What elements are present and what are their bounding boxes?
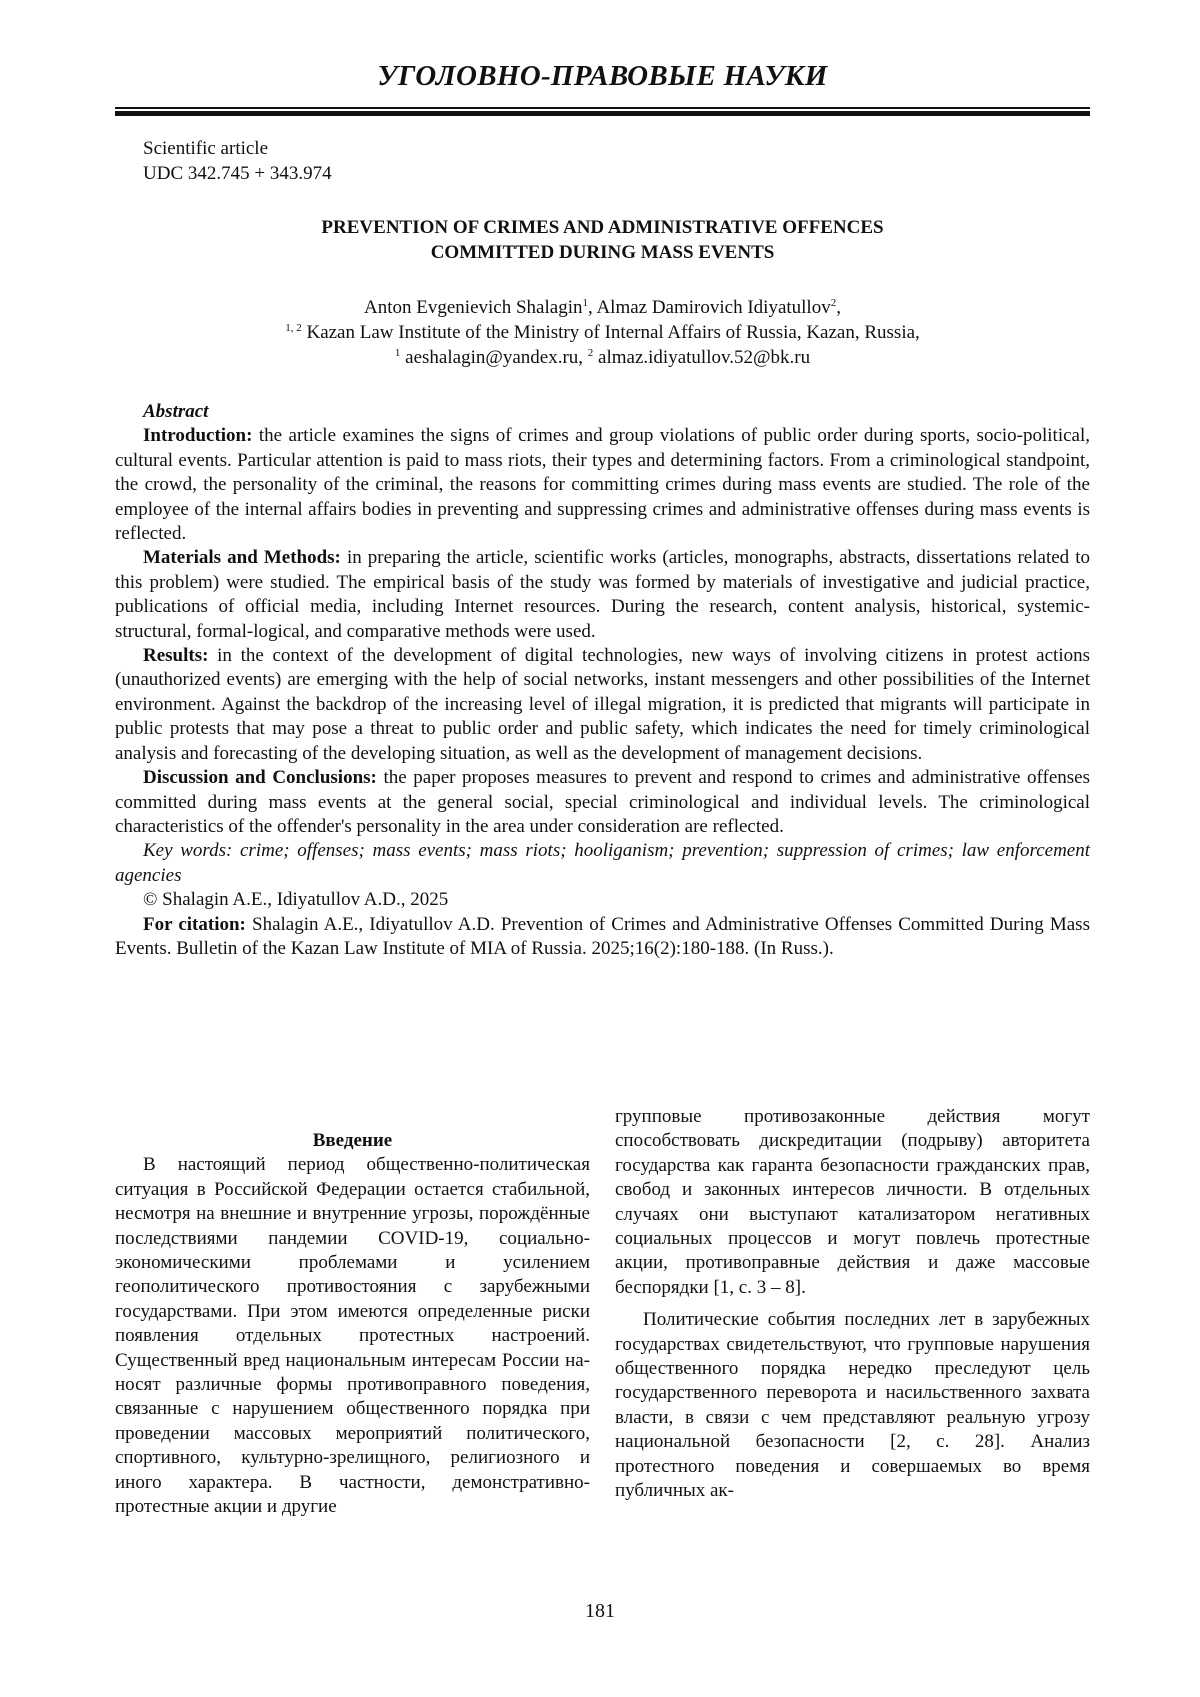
running-header: УГОЛОВНО-ПРАВОВЫЕ НАУКИ (115, 60, 1090, 93)
citation (115, 913, 1090, 962)
article-meta (143, 136, 332, 186)
body-paragraph: Политические события последних лет в зару­бежных государствах свидетельствуют, что груп­повые нарушения общественного порядка неред­ко преследуют цель государственного переворота и насильственного захвата власти, в связи с чем представляют реальную угрозу национальной безопасности [2, с. 28]. Анализ протестного по­ведения и совершаемых во время публичных ак- (615, 1308, 1090, 1503)
udc: UDC 342.745 + 343.974 (143, 161, 332, 186)
title-line: COMMITTED DURING MASS EVENTS (115, 240, 1090, 265)
email-sup: 1 (395, 347, 401, 359)
keywords: Key words: crime; offenses; mass events; mass riots; hooliganism; prevention; suppression of crimes; law enforcement agencies (115, 839, 1090, 888)
label: Discussion and Conclusions: (143, 767, 377, 788)
article-type: Scientific article (143, 136, 332, 161)
section-heading: Введение (115, 1129, 590, 1153)
affiliation-text: Kazan Law Institute of the Ministry of Internal Affairs of Russia, Kazan, Russia, (302, 322, 920, 343)
copyright: © Shalagin A.E., Idiyatullov A.D., 2025 (115, 888, 1090, 912)
abstract-results (115, 644, 1090, 766)
article-title (115, 215, 1090, 265)
email-link[interactable]: aeshalagin@yandex.ru, (400, 347, 587, 368)
body-column-left (115, 1129, 590, 1520)
separator: , (836, 297, 841, 318)
email-link[interactable]: almaz.idiyatullov.52@bk.ru (593, 347, 810, 368)
text: the article examines the signs of crimes and group violations of public order during sports, socio-political, cultural events. Particular attention is paid to mass riots, their types and determining factors. From a criminological standpoint, the crowd, the personality of the criminal, the reasons for committing crimes during mass events are studied. The role of the employee of the internal affairs bodies in preventing and suppressing crimes and administrative offenses during mass events is reflected. (115, 425, 1090, 544)
text: in preparing the article, scientific works (articles, monographs, abstracts, dissertations related to this problem) were studied. The empirical basis of the study was formed by materials of investigative and judicial practice, publications of official media, including Internet resources. During the research, content analysis, historical, systemic-structural, formal-logical, and comparative methods were used. (115, 547, 1090, 641)
abstract-methods (115, 546, 1090, 644)
label: Introduction: (143, 425, 252, 446)
title-line: PREVENTION OF CRIMES AND ADMINISTRATIVE OFFENCES (115, 215, 1090, 240)
affiliation (115, 320, 1090, 345)
text: the paper proposes measures to prevent and respond to crimes and administrative offenses committed during mass events at the general social, special criminological and individual levels. The criminological characteristics of the offender's personality in the area under consideration are reflected. (115, 767, 1090, 837)
text: Shalagin A.E., Idiyatullov A.D. Prevention of Crimes and Administrative Offenses Committed During Mass Events. Bulletin of the Kazan Law Institute of MIA of Russia. 2025;16(2):180-188. (In Russ.). (115, 914, 1090, 959)
text: in the context of the development of digital technologies, new ways of involving citizens in protest actions (unauthorized events) are emerging with the help of social networks, instant messengers and other possibilities of the Internet environment. Against the backdrop of the increasing level of illegal migration, it is predicted that migrants will participate in public protests that may pose a threat to public order and public safety, which indicates the need for timely criminological analysis and forecasting of the developing situation, as well as the development of management decisions. (115, 645, 1090, 764)
abstract-discussion (115, 766, 1090, 839)
author-sup: 1 (582, 297, 588, 309)
label: Results: (143, 645, 208, 666)
author-block (115, 295, 1090, 370)
label: For citation: (143, 914, 246, 935)
label: Materials and Methods: (143, 547, 341, 568)
body-paragraph: групповые противозаконные действия могут способствовать дискредитации (подрыву) ав­торитета государства как гаранта безопасности гражданских прав, свобод и законных интересов личности. В отдельных случаях они выступают катализатором негативных социальных процес­сов и могут повлечь протестные акции, противо­правные действия и даже массовые беспорядки [1, с. 3 – 8]. (615, 1105, 1090, 1300)
body-paragraph: В настоящий период общественно-политиче­ская ситуация в Российской Федерации остается стабильной, несмотря на внешние и внутренние угрозы, порождённые последствиями пандемии COVID-19, социально-экономическими про­блемами и усилением геополитического проти­востояния с зарубежными государствами. При этом имеются определенные риски появления отдельных протестных настроений. Существен­ный вред национальным интересам России на­носят различные формы противоправного пове­дения, связанные с нарушением общественного порядка при проведении массовых мероприятий политического, спортивного, культурно-зрелищ­ного, религиозного и иного характера. В частно­сти, демонстративно-протестные акции и другие (115, 1153, 590, 1519)
author-name: Anton Evgenievich Shalagin (364, 297, 582, 318)
abstract-heading: Abstract (115, 400, 1090, 424)
author-sup: 2 (831, 297, 837, 309)
author-name: Almaz Damirovich Idiyatullov (596, 297, 830, 318)
abstract (115, 400, 1090, 961)
header-rule-thick (115, 111, 1090, 116)
author-names (115, 295, 1090, 320)
affil-sup: 1, 2 (285, 322, 302, 334)
header-rule-thin (115, 107, 1090, 109)
abstract-introduction (115, 424, 1090, 546)
separator: , (588, 297, 596, 318)
body-column-right (615, 1105, 1090, 1504)
emails (115, 345, 1090, 370)
email-sup: 2 (588, 347, 594, 359)
page-number: 181 (0, 1600, 1200, 1623)
